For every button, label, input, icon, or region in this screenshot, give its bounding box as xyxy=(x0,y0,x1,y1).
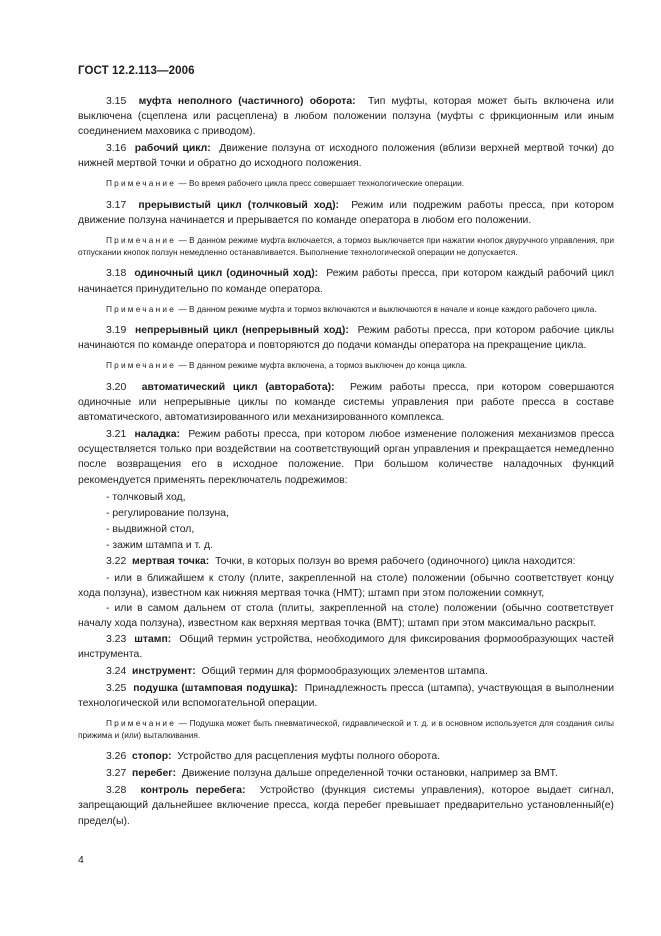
clause-number: 3.22 xyxy=(106,556,127,568)
term: автоматический цикл (авторабота): xyxy=(141,382,335,393)
page-header: ГОСТ 12.2.113—2006 xyxy=(78,65,195,77)
note-text: — В данном режиме муфта включается, а тормоз выключается при нажатии кнопок двуручного управления, при отпускании кнопок ползун немедленно останавливается. Выполнение технологической операции не допускается. xyxy=(78,235,614,257)
list-item: - регулирование ползуна, xyxy=(106,507,229,519)
clause-number: 3.16 xyxy=(106,143,127,155)
definition-text: Общий термин для формообразующих элементов штампа. xyxy=(201,665,488,677)
definition-3-27 xyxy=(78,766,614,781)
definition-text: Движение ползуна от исходного положения (вблизи верхней мертвой точки) до нижней мертвой точки и обратно до исходного положения. xyxy=(78,143,615,170)
definition-3-20 xyxy=(78,380,614,425)
definition-3-24 xyxy=(78,664,614,679)
clause-number: 3.15 xyxy=(106,96,127,107)
definition-text: Режим работы пресса, при котором рабочие циклы начинаются по команде оператора и повторяются до подачи команды оператора на прекращение цикла. xyxy=(78,325,615,352)
note xyxy=(78,235,614,258)
definition-text: Режим или подрежим работы пресса, при котором движение ползуна начинается и прерывается по команде оператора в любом его положении. xyxy=(78,200,614,227)
term: прерывистый цикл (толчковый ход): xyxy=(138,200,340,212)
note xyxy=(78,178,614,190)
clause-number: 3.19 xyxy=(106,325,127,337)
definition-3-16 xyxy=(78,141,614,171)
definition-text: Общий термин устройства, необходимого для фиксирования формообразующих частей инструмента. xyxy=(78,633,614,660)
definition-text: Режим работы пресса, при котором совершаются одиночные или непрерывные циклы по команде системы управления при работе пресса в составе автоматического, автоматизированного или механизированного комплекса. xyxy=(78,382,615,424)
definition-3-25 xyxy=(78,681,614,711)
term: инструмент: xyxy=(132,665,196,677)
clause-number: 3.27 xyxy=(106,768,127,780)
clause-number: 3.26 xyxy=(106,751,127,763)
note-label: Примечание xyxy=(106,360,177,371)
definition-text: Режим работы пресса, при котором каждый рабочий цикл начинается принудительно по команде оператора. xyxy=(78,268,615,295)
clause-number: 3.28 xyxy=(106,785,127,797)
clause-number: 3.24 xyxy=(106,665,127,677)
note xyxy=(78,360,614,372)
note xyxy=(78,304,614,316)
definition-3-22 xyxy=(78,554,614,569)
term: стопор: xyxy=(132,751,172,763)
definition-text: Движение ползуна дальше определенной точки остановки, например за ВМТ. xyxy=(181,768,558,780)
definition-3-26 xyxy=(78,749,614,764)
note-text: — Во время рабочего цикла пресс совершает технологические операции. xyxy=(178,178,465,189)
definition-3-18 xyxy=(78,266,614,296)
note-text: — В данном режиме муфта включена, а тормоз выключен до конца цикла. xyxy=(178,360,468,371)
term: мертвая точка: xyxy=(132,556,210,568)
clause-number: 3.20 xyxy=(106,382,127,393)
definition-text: Тип муфты, которая может быть включена или выключена (сцеплена или расцеплена) в любом положении ползуна (муфты с фрикционным или иным соединением маховика с приводом). xyxy=(78,96,614,138)
note xyxy=(78,718,614,741)
term: одиночный цикл (одиночный ход): xyxy=(134,268,319,280)
definition-3-19 xyxy=(78,323,614,353)
definition-text: Точки, в которых ползун во время рабочего (одиночного) цикла находится: xyxy=(215,556,576,568)
note-label: Примечание xyxy=(106,717,177,728)
definition-text: Принадлежность пресса (штампа), участвующая в выполнении технологической или вспомогательной операции. xyxy=(78,682,615,709)
clause-number: 3.23 xyxy=(106,633,127,645)
term: подушка (штамповая подушка): xyxy=(133,682,298,694)
note-text: — В данном режиме муфта и тормоз включаются и выключаются в начале и конце каждого рабочего цикла. xyxy=(178,303,597,314)
sub-paragraph: - или в самом дальнем от стола (плиты, закрепленной на столе) положении (обычно соответствует началу хода ползуна), известном как верхняя мертвая точка (ВМТ); штамп при этом максимально раскрыт. xyxy=(78,603,614,630)
note-label: Примечание xyxy=(106,178,177,189)
definition-3-23 xyxy=(78,632,614,662)
definition-3-28 xyxy=(78,783,614,828)
clause-number: 3.21 xyxy=(106,429,127,441)
definition-3-21 xyxy=(78,427,614,487)
term: наладка: xyxy=(134,429,181,441)
definition-3-17 xyxy=(78,198,614,228)
term: муфта неполного (частичного) оборота: xyxy=(138,96,356,107)
note-label: Примечание xyxy=(106,235,177,246)
clause-number: 3.18 xyxy=(106,268,127,280)
list-item: - толчковый ход, xyxy=(106,491,186,503)
definition-text: Режим работы пресса, при котором любое изменение положения механизмов пресса осуществляется только при воздействии на соответствующий орган управления и прекращается немедленно после возвращения его в исходное положение. При большом количестве наладочных функций рекомендуется применять переключатель подрежимов: xyxy=(78,429,614,486)
note-text: — Подушка может быть пневматической, гидравлической и т. д. и в основном используется для создания силы прижима и (или) выталкивания. xyxy=(78,717,614,740)
term: контроль перебега: xyxy=(140,785,246,797)
term: перебег: xyxy=(132,768,177,780)
list-item: - выдвижной стол, xyxy=(106,523,195,535)
term: штамп: xyxy=(134,633,172,645)
list-item: - зажим штампа и т. д. xyxy=(106,539,213,551)
clause-number: 3.17 xyxy=(106,200,127,212)
clause-number: 3.25 xyxy=(106,682,127,694)
note-label: Примечание xyxy=(106,303,177,314)
document-body xyxy=(78,94,614,831)
definition-text: Устройство для расцепления муфты полного оборота. xyxy=(177,751,440,763)
definition-3-15 xyxy=(78,94,614,139)
term: рабочий цикл: xyxy=(134,143,211,155)
definition-text: Устройство (функция системы управления), которое выдает сигнал, запрещающий дальнейшее включение пресса, когда перебег превышает предварительно установленный(е) предел(ы). xyxy=(78,785,614,827)
sub-paragraph: - или в ближайшем к столу (плите, закрепленной на столе) положении (обычно соответствует концу хода ползуна), известном как нижняя мертвая точка (НМТ); штамп при этом положении сомкнут, xyxy=(78,573,614,600)
term: непрерывный цикл (непрерывный ход): xyxy=(135,325,349,337)
page-number: 4 xyxy=(78,855,84,866)
